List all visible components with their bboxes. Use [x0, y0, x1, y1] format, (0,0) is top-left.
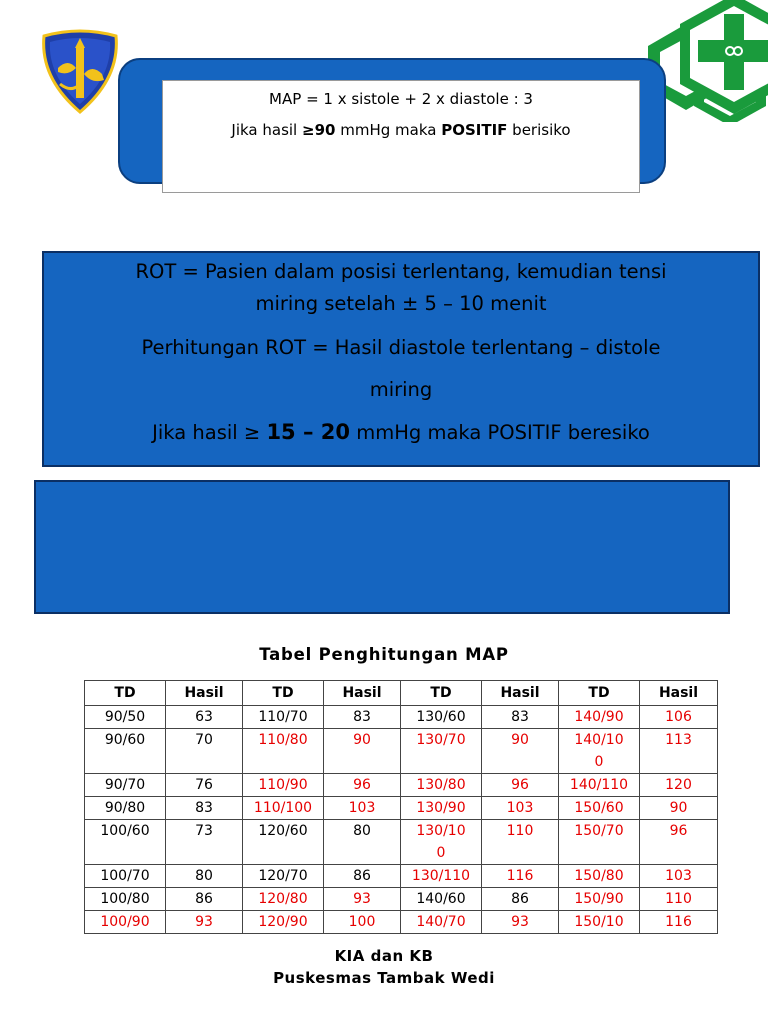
table-row: [85, 774, 718, 797]
blank-blue-panel: [34, 480, 730, 614]
table-cell: 86: [482, 888, 559, 911]
table-cell: 100/70: [85, 865, 166, 888]
table-cell: 150/70: [559, 820, 640, 865]
column-header: TD: [85, 681, 166, 706]
map-formula-card: [162, 80, 640, 193]
table-cell: 96: [482, 774, 559, 797]
table-row: [85, 797, 718, 820]
table-cell: 140/60: [401, 888, 482, 911]
map-formula-text: MAP = 1 x sistole + 2 x diastole : 3: [269, 90, 533, 108]
table-cell: 110/90: [243, 774, 324, 797]
table-cell: 130/110: [401, 865, 482, 888]
table-cell: 100/80: [85, 888, 166, 911]
table-cell: 140/90: [559, 706, 640, 729]
table-cell: 73: [166, 820, 243, 865]
table-cell: 96: [324, 774, 401, 797]
table-cell: 93: [482, 911, 559, 934]
table-cell: 96: [640, 820, 718, 865]
surabaya-emblem-icon: [38, 28, 122, 114]
table-cell: 130/80: [401, 774, 482, 797]
table-cell: 120/60: [243, 820, 324, 865]
table-cell: 100/60: [85, 820, 166, 865]
table-cell: 90/80: [85, 797, 166, 820]
column-header: Hasil: [324, 681, 401, 706]
table-row: [85, 706, 718, 729]
table-header-row: [85, 681, 718, 706]
column-header: Hasil: [166, 681, 243, 706]
table-cell: 150/80: [559, 865, 640, 888]
map-table: [84, 680, 718, 934]
table-cell: 110: [640, 888, 718, 911]
table-cell: 120/90: [243, 911, 324, 934]
table-cell: 100: [324, 911, 401, 934]
table-cell: 80: [324, 820, 401, 865]
table-cell: 110/70: [243, 706, 324, 729]
rot-calculation-line1: Perhitungan ROT = Hasil diastole terlentang – distole: [141, 336, 661, 359]
table-cell: 130/60: [401, 706, 482, 729]
table-cell: 83: [166, 797, 243, 820]
column-header: TD: [559, 681, 640, 706]
table-cell: 130/10 0: [401, 820, 482, 865]
table-cell: 86: [166, 888, 243, 911]
table-row: [85, 820, 718, 865]
table-cell: 83: [324, 706, 401, 729]
table-title: Tabel Penghitungan MAP: [259, 645, 509, 664]
table-cell: 116: [640, 911, 718, 934]
table-cell: 103: [640, 865, 718, 888]
table-cell: 110/100: [243, 797, 324, 820]
table-row: [85, 888, 718, 911]
table-row: [85, 729, 718, 774]
table-cell: 90: [482, 729, 559, 774]
footer-facility: Puskesmas Tambak Wedi: [273, 969, 495, 987]
table-cell: 120/80: [243, 888, 324, 911]
table-cell: 90/70: [85, 774, 166, 797]
table-cell: 103: [324, 797, 401, 820]
rot-threshold-text: Jika hasil ≥ 15 – 20 mmHg maka POSITIF beresiko: [152, 420, 650, 444]
table-cell: 116: [482, 865, 559, 888]
table-cell: 140/10 0: [559, 729, 640, 774]
table-cell: 120/70: [243, 865, 324, 888]
column-header: TD: [243, 681, 324, 706]
footer-unit: KIA dan KB: [334, 947, 434, 965]
table-cell: 150/10: [559, 911, 640, 934]
table-cell: 86: [324, 865, 401, 888]
column-header: TD: [401, 681, 482, 706]
rot-calculation-line2: miring: [369, 378, 433, 401]
table-cell: 90/60: [85, 729, 166, 774]
table-cell: 70: [166, 729, 243, 774]
table-row: [85, 911, 718, 934]
table-cell: 90: [640, 797, 718, 820]
column-header: Hasil: [482, 681, 559, 706]
table-cell: 93: [324, 888, 401, 911]
table-cell: 93: [166, 911, 243, 934]
rot-definition-line2: miring setelah ± 5 – 10 menit: [255, 292, 547, 315]
table-cell: 130/70: [401, 729, 482, 774]
table-cell: 150/60: [559, 797, 640, 820]
table-cell: 120: [640, 774, 718, 797]
table-cell: 130/90: [401, 797, 482, 820]
table-cell: 90: [324, 729, 401, 774]
table-cell: 90/50: [85, 706, 166, 729]
table-cell: 103: [482, 797, 559, 820]
table-cell: 110/80: [243, 729, 324, 774]
column-header: Hasil: [640, 681, 718, 706]
rot-info-box: [42, 251, 760, 467]
map-threshold-text: Jika hasil ≥90 mmHg maka POSITIF berisiko: [231, 121, 571, 139]
footer: [0, 945, 768, 989]
rot-definition-line1: ROT = Pasien dalam posisi terlentang, kemudian tensi: [135, 260, 667, 283]
table-cell: 140/110: [559, 774, 640, 797]
table-cell: 110: [482, 820, 559, 865]
table-cell: 150/90: [559, 888, 640, 911]
table-cell: 83: [482, 706, 559, 729]
table-row: [85, 865, 718, 888]
table-body: [85, 706, 718, 934]
table-cell: 113: [640, 729, 718, 774]
table-cell: 76: [166, 774, 243, 797]
table-cell: 63: [166, 706, 243, 729]
table-cell: 106: [640, 706, 718, 729]
table-cell: 80: [166, 865, 243, 888]
table-cell: 100/90: [85, 911, 166, 934]
table-cell: 140/70: [401, 911, 482, 934]
